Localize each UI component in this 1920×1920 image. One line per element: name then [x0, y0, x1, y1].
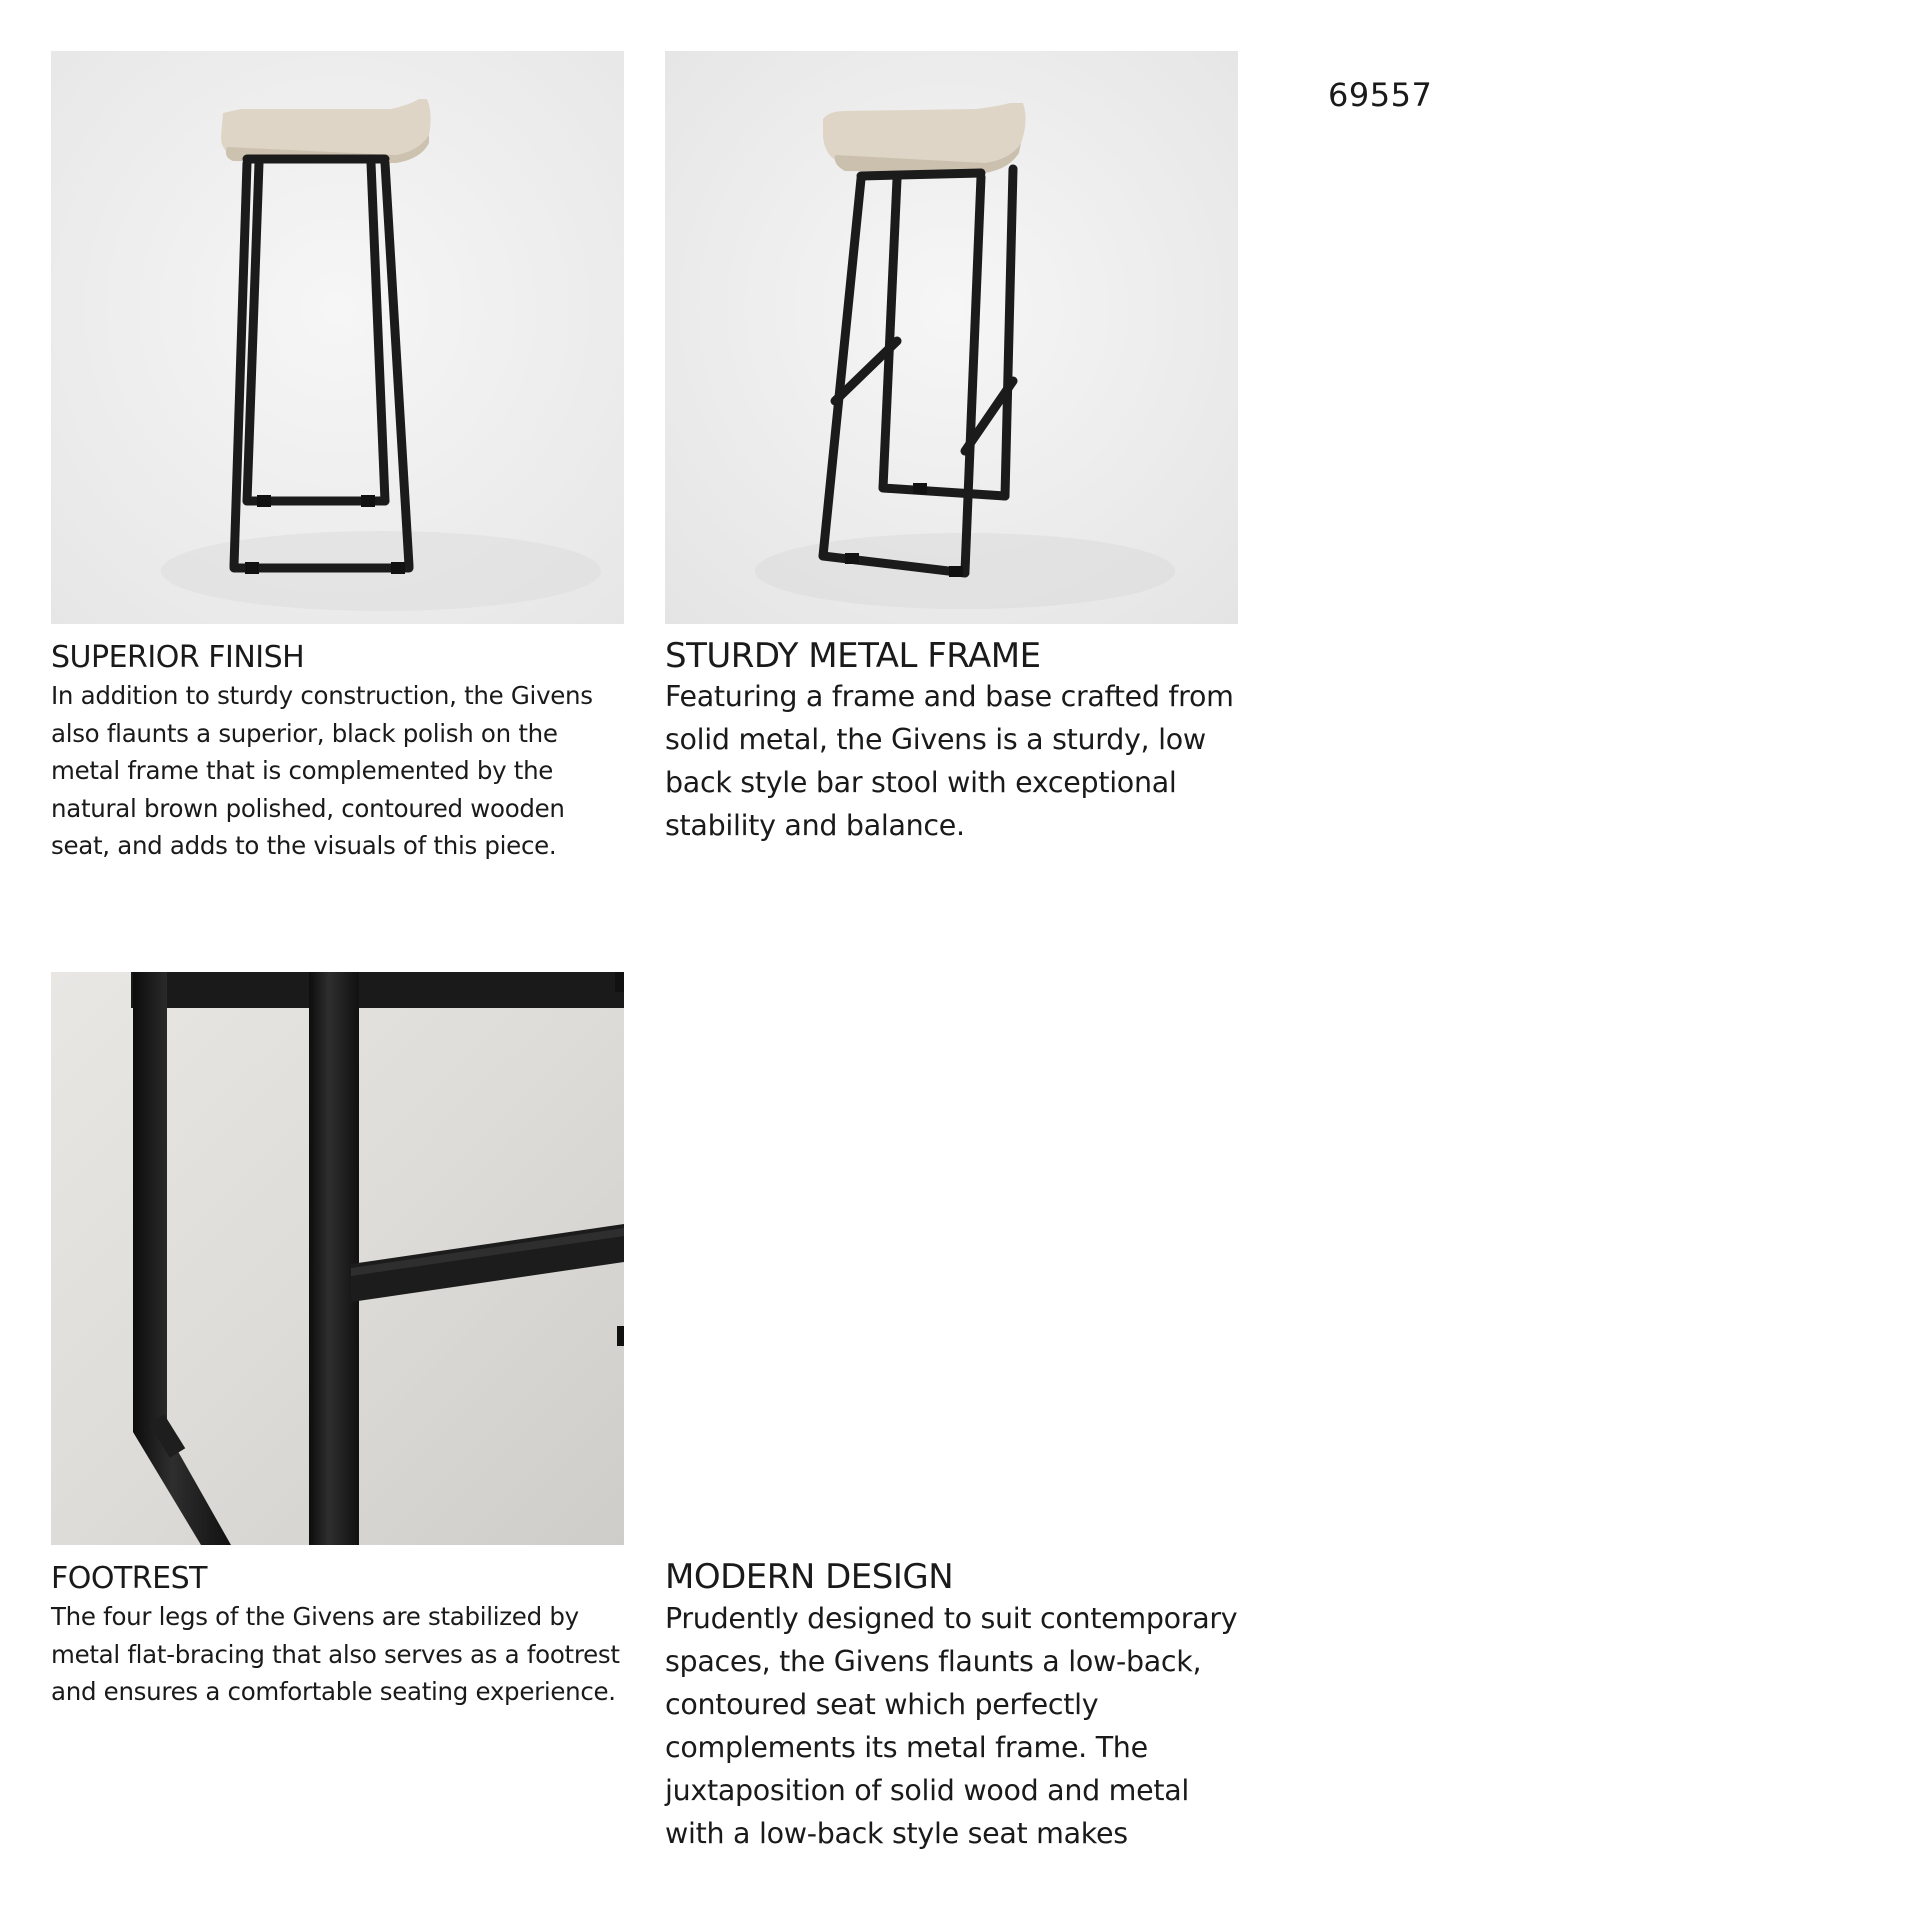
footrest-detail-illustration [51, 972, 624, 1545]
stool-front-photo [51, 51, 624, 624]
superior-finish-heading: SUPERIOR FINISH [51, 640, 305, 675]
superior-finish-text: In addition to sturdy construction, the Givens also flaunts a superior, black polish on the metal frame that is complemented by the natural brown polished, contoured wooden seat, and adds to the visuals of this piece. [51, 681, 593, 860]
stool-front-illustration [51, 51, 624, 624]
product-sku: 69557 [1328, 76, 1433, 114]
footrest-heading: FOOTREST [51, 1561, 207, 1596]
footrest-detail-photo [51, 972, 624, 1545]
sturdy-metal-frame-text: Featuring a frame and base crafted from solid metal, the Givens is a sturdy, low back style bar stool with exceptional stability and balance. [665, 680, 1234, 842]
sturdy-metal-frame-heading: STURDY METAL FRAME [665, 636, 1041, 676]
stool-angle-illustration [665, 51, 1238, 624]
modern-design-heading: MODERN DESIGN [665, 1557, 954, 1597]
footrest-text: The four legs of the Givens are stabilized by metal flat-bracing that also serves as a footrest and ensures a comfortable seating experience. [51, 1602, 620, 1706]
modern-design-text: Prudently designed to suit contemporary spaces, the Givens flaunts a low-back, contoured seat which perfectly complements its metal frame. The juxtaposition of solid wood and metal with a low-back style seat makes [665, 1602, 1238, 1850]
stool-angle-photo [665, 51, 1238, 624]
